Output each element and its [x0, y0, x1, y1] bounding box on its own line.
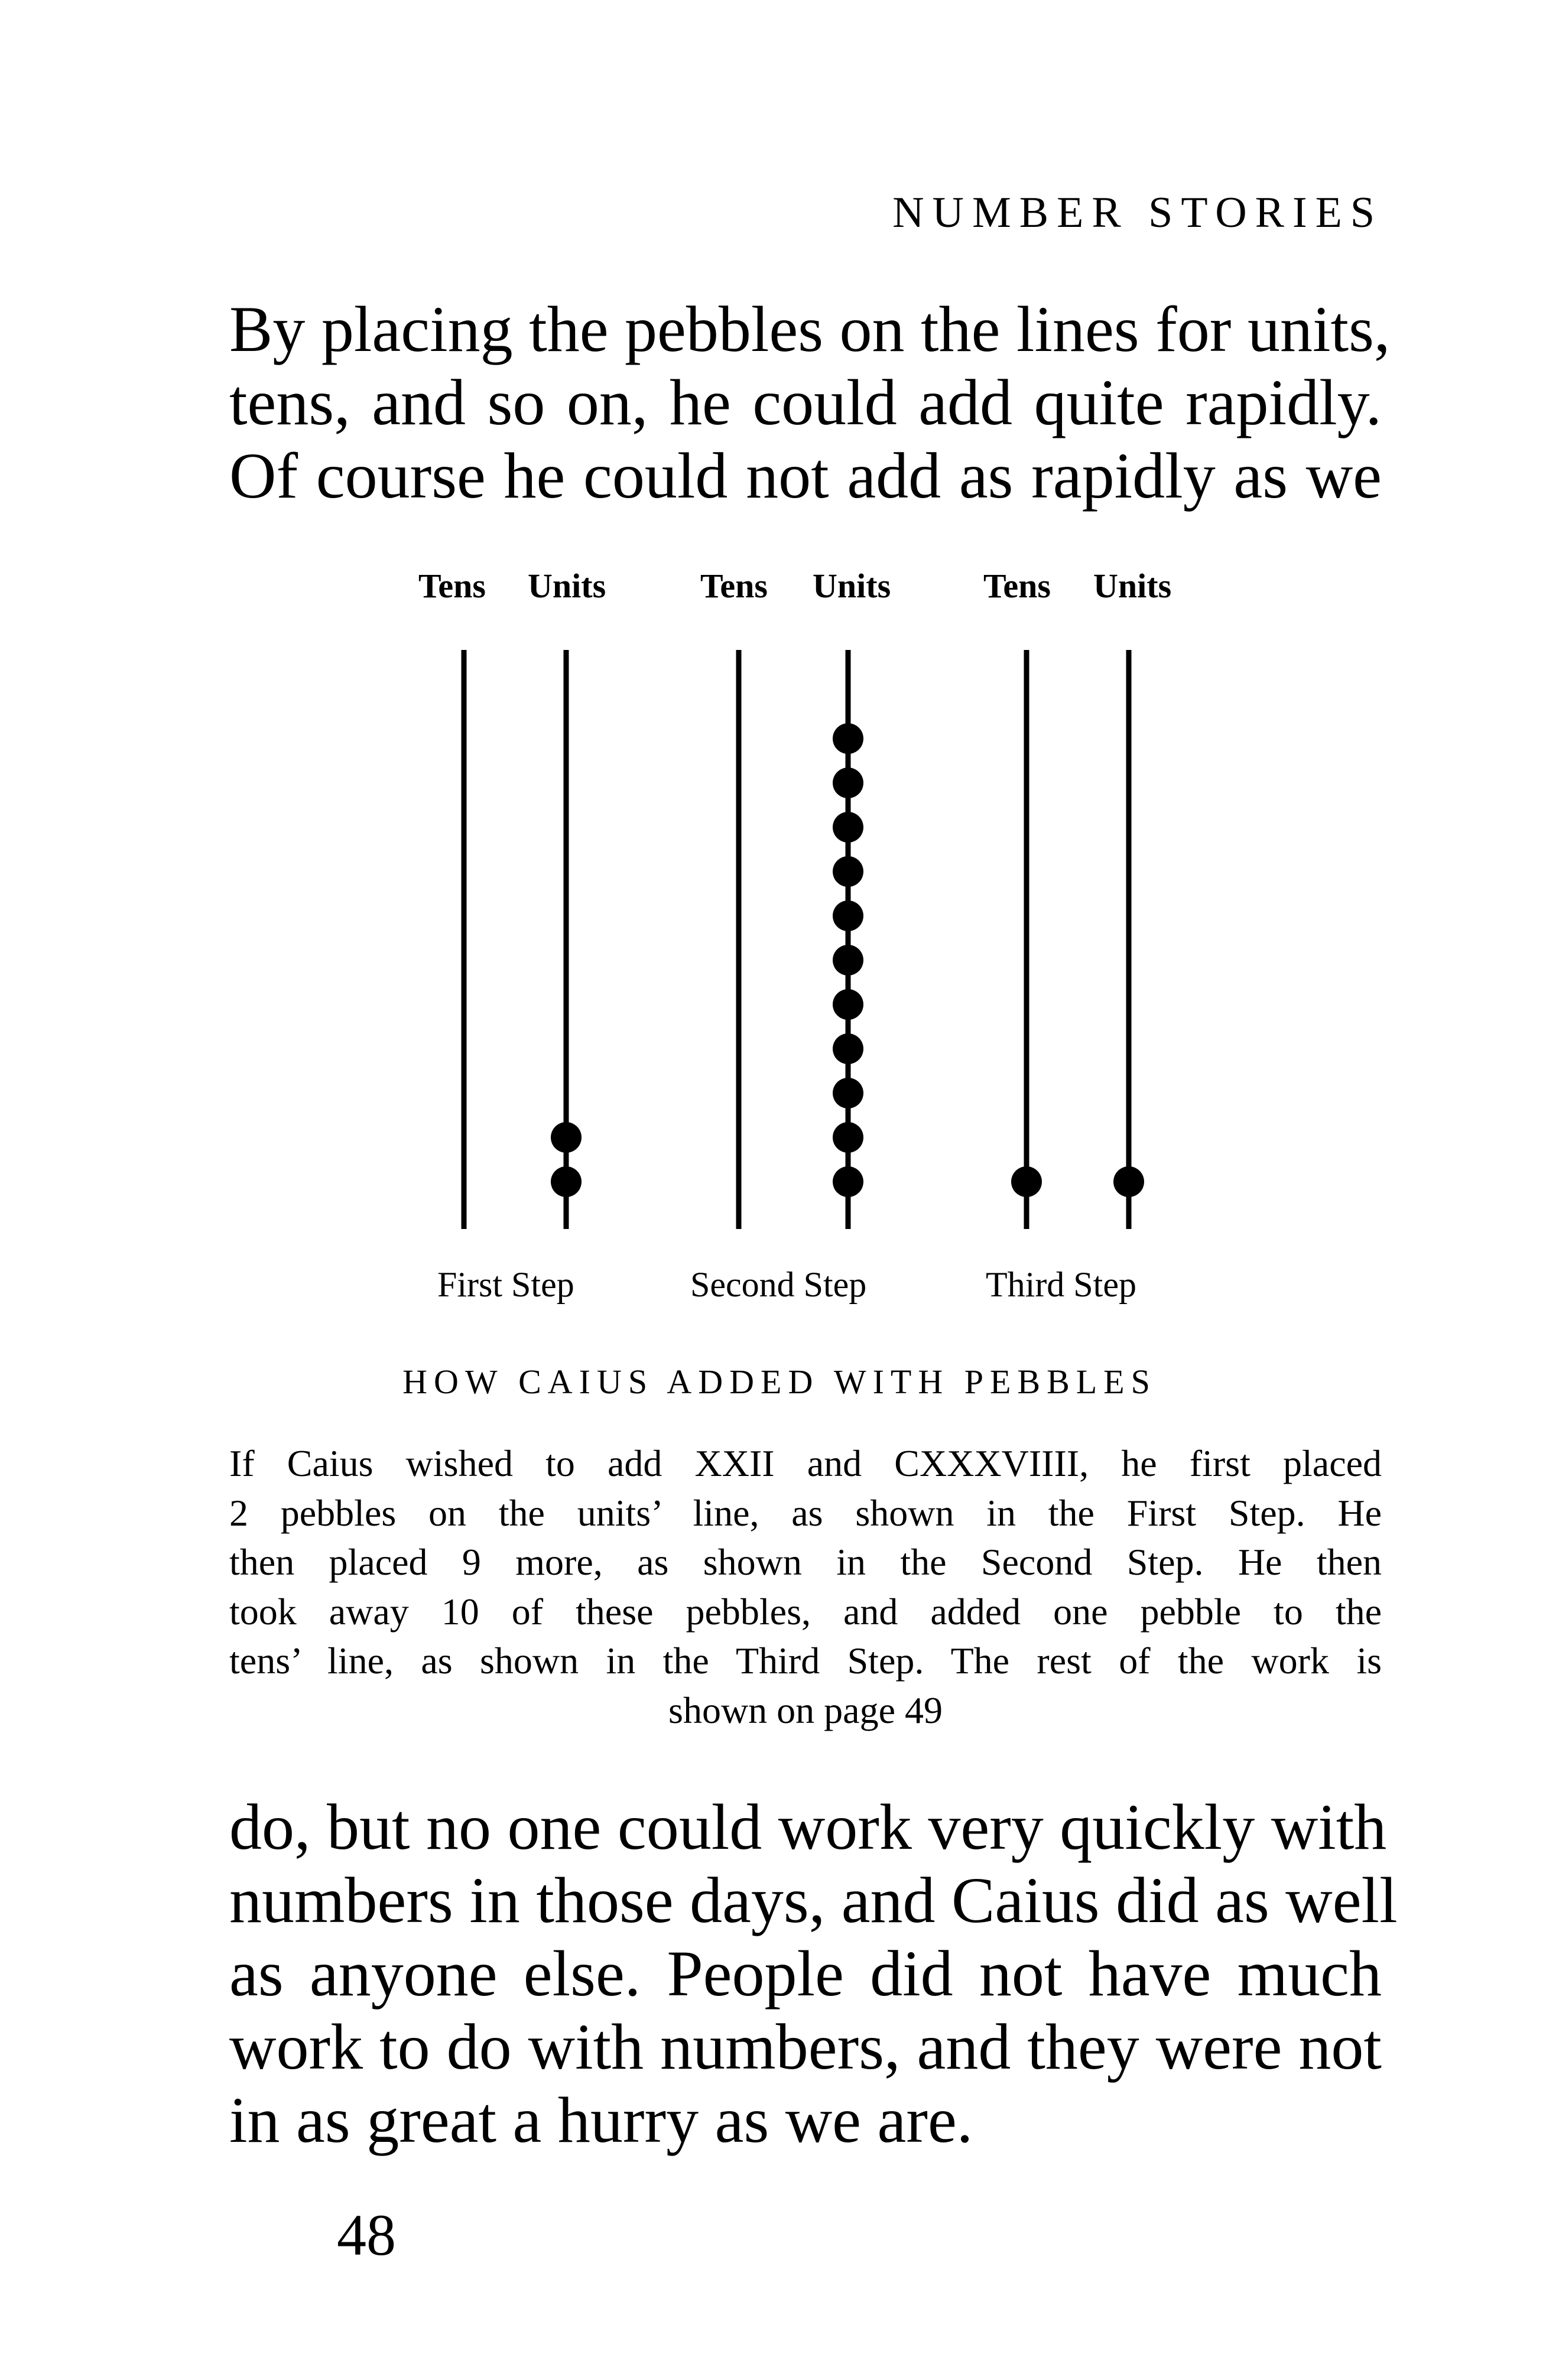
step-label-third: Third Step: [986, 1265, 1136, 1304]
page-number: 48: [337, 2202, 396, 2268]
step-label-second: Second Step: [690, 1265, 867, 1304]
running-head: NUMBER STORIES: [892, 188, 1383, 237]
tens-label: Tens: [983, 567, 1051, 605]
caption-line: then placed 9 more, as shown in the Second Step. He then: [229, 1541, 1382, 1583]
pebble: [833, 723, 863, 754]
pebble: [551, 1166, 582, 1197]
text-line: in as great a hurry as we are.: [229, 2084, 973, 2156]
pebble: [833, 1033, 863, 1064]
units-label: Units: [528, 567, 606, 605]
tens-label: Tens: [700, 567, 768, 605]
units-label: Units: [813, 567, 891, 605]
pebble: [833, 1166, 863, 1197]
units-label: Units: [1093, 567, 1172, 605]
caption-line: 2 pebbles on the units’ line, as shown in the First Step. He: [229, 1491, 1382, 1534]
paragraph-bottom: [229, 1790, 1398, 2157]
caption-line: If Caius wished to add XXII and CXXXVIIII, he first placed: [229, 1442, 1382, 1484]
pebble: [833, 1122, 863, 1153]
text-line: tens, and so on, he could add quite rapidly.: [229, 366, 1382, 438]
text-line: numbers in those days, and Caius did as well: [229, 1864, 1398, 1936]
pebble: [833, 989, 863, 1020]
caption-line: took away 10 of these pebbles, and added one pebble to the: [229, 1590, 1382, 1633]
text-line: By placing the pebbles on the lines for units,: [229, 293, 1391, 365]
pebble: [833, 768, 863, 798]
caption-line: tens’ line, as shown in the Third Step. The rest of the work is: [229, 1640, 1382, 1682]
pebble: [833, 1078, 863, 1108]
text-line: Of course he could not add as rapidly as we: [229, 440, 1382, 512]
caption-line: shown on page 49: [668, 1689, 943, 1731]
tens-label: Tens: [418, 567, 486, 605]
pebble: [833, 900, 863, 931]
pebble: [833, 856, 863, 887]
text-line: as anyone else. People did not have much: [229, 1937, 1382, 2010]
pebble: [1113, 1166, 1144, 1197]
figure-caption: [229, 1439, 1382, 1735]
pebble: [833, 945, 863, 976]
text-line: work to do with numbers, and they were not: [229, 2011, 1382, 2083]
text-line: do, but no one could work very quickly with: [229, 1791, 1387, 1863]
pebble: [551, 1122, 582, 1153]
pebble: [1011, 1166, 1042, 1197]
figure-title: HOW CAIUS ADDED WITH PEBBLES: [402, 1363, 1157, 1401]
step-label-first: First Step: [437, 1265, 574, 1304]
pebble: [833, 812, 863, 843]
